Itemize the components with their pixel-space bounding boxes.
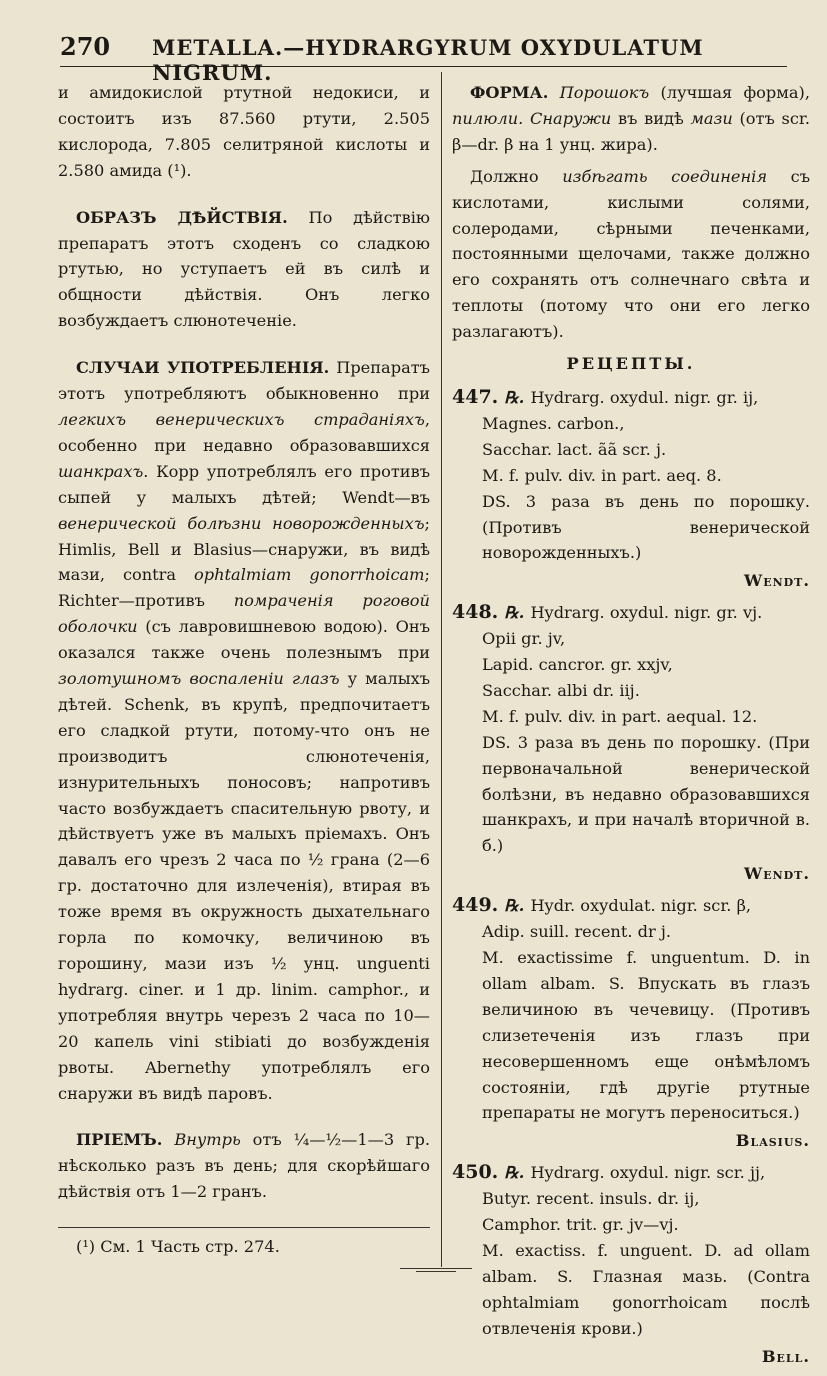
recipe-line: Lapid. cancror. gr. xxjv,: [482, 655, 673, 675]
form-emphasis: мази: [690, 108, 733, 128]
recipe-first-line: [452, 600, 810, 626]
right-column: [452, 80, 810, 1376]
form-heading: ФОРМА.: [470, 83, 549, 102]
avoid-text: Должно: [470, 166, 563, 186]
use-heading: СЛУЧАИ УПОТРЕБЛЕНІЯ.: [76, 358, 330, 378]
composition-paragraph: и амидокислой ртутной недокиси, и состоитъ изъ 87.560 ртути, 2.505 кислорода, 7.805 селитряной кислоты и 2.580 амида (¹).: [58, 83, 430, 180]
recipe-448: [452, 600, 810, 887]
use-text: . Корр употреблялъ его противъ сыпей у малыхъ дѣтей; Wendt—въ: [58, 461, 430, 507]
rx-symbol: ℞.: [504, 387, 525, 407]
recipe-number: 448.: [452, 601, 499, 624]
recipe-447: [452, 385, 810, 594]
recipe-line: Hydrarg. oxydul. nigr. gr. vj.: [530, 603, 763, 623]
action-section: [58, 205, 430, 335]
form-text: (отъ scr. β—dr. β на 1 унц. жира).: [452, 108, 810, 154]
use-text: ; Richter—противъ: [58, 565, 430, 611]
footnote-rule: [58, 1227, 430, 1228]
use-text: Препаратъ этотъ употребляютъ обыкновенно при: [58, 358, 430, 404]
recipe-449: [452, 893, 810, 1154]
recipe-line: Adip. suill. recent. dr j.: [482, 922, 672, 942]
dose-heading: ПРІЕМЪ.: [76, 1130, 163, 1150]
recipe-line: Magnes. carbon.,: [482, 413, 625, 433]
recipe-line: Opii gr. jv,: [482, 629, 566, 649]
use-emphasis: ophtalmiam gonorrhoicam: [194, 565, 425, 585]
dose-emphasis: Внутрь: [174, 1130, 241, 1150]
recipe-line: Sacchar. albi dr. iij.: [482, 680, 640, 700]
recipes-heading: РЕЦЕПТЫ.: [566, 354, 696, 374]
running-header: [60, 32, 787, 85]
use-text: у малыхъ дѣтей. Schenk, въ крупѣ, предпочитаетъ его сладкой ртути, потому-что онъ не производитъ слюнотеченія, изнурительныхъ поносовъ; напротивъ часто возбуждаетъ спасительную рвоту, и дѣйствуетъ уже въ малыхъ пріемахъ. Онъ давалъ его чрезъ 2 часа по ½ грана (2—6 гр. достаточно для излеченія), втирая въ тоже время въ окружность дыхательнаго горла по комочку, величиною въ горошину, мази изъ ½ унц. unguenti hydrarg. ciner. и 1 др. linim. camphor., и употребляя внутрь черезъ 2 часа по 10—20 капель vini stibiati до возбужденія рвоты. Abernethy употреблялъ его снаружи въ видѣ паровъ.: [58, 669, 431, 1103]
action-text: По дѣйствію препаратъ этотъ сходенъ со сладкою ртутью, но уступаетъ ей въ силѣ и общности дѣйствія. Онъ легко возбуждаетъ слюнотеченіе.: [58, 207, 430, 331]
recipe-first-line: [452, 385, 810, 411]
use-text: ; Himlis, Bell и Blasius—снаружи, въ видѣ мази, contra: [58, 513, 430, 585]
footnote: (¹) См. 1 Часть стр. 274.: [76, 1237, 280, 1257]
dose-text: отъ ¼—½—1—3 гр. нѣсколько разъ въ день; для скорѣйшаго дѣйствія отъ 1—2 гранъ.: [58, 1130, 430, 1202]
form-text: въ видѣ: [611, 108, 691, 128]
use-section: [58, 355, 430, 1106]
use-emphasis: шанкрахъ: [58, 461, 144, 481]
use-text: , особенно при недавно образовавшихся: [58, 409, 430, 455]
use-emphasis: помраченія роговой оболочки: [58, 591, 430, 637]
avoid-section: [452, 164, 810, 345]
recipe-line: Hydrarg. oxydul. nigr. gr. ij,: [530, 387, 759, 407]
use-emphasis: легкихъ венерическихъ страданіяхъ: [58, 409, 425, 429]
form-emphasis: Порошокъ: [559, 83, 650, 102]
recipe-number: 449.: [452, 894, 499, 917]
recipe-line: Hydrarg. oxydul. nigr. scr. jj,: [530, 1163, 766, 1183]
recipe-first-line: [452, 893, 810, 919]
avoid-emphasis: избѣгать соединенія: [562, 166, 768, 186]
action-heading: ОБРАЗЪ ДѢЙСТВІЯ.: [76, 207, 288, 227]
page-number: 270: [60, 32, 111, 61]
use-emphasis: венерической болѣзни новорожденныхъ: [58, 513, 425, 533]
recipe-line: DS. 3 раза въ день по порошку. (При первоначальной венерической болѣзни, въ недавно образовавшихся шанкрахъ, и при началѣ вторичной в. б.): [482, 732, 810, 856]
column-divider: [441, 72, 442, 1267]
rx-symbol: ℞.: [504, 896, 525, 916]
left-column: [58, 80, 430, 1260]
recipe-line: Camphor. trit. gr. jv—vj.: [482, 1215, 679, 1235]
recipe-line: M. f. pulv. div. in part. aequal. 12.: [482, 706, 758, 726]
form-text: (лучшая форма),: [649, 83, 810, 102]
dose-section: [58, 1127, 430, 1205]
ornament-rule: [416, 1271, 456, 1272]
form-emphasis: пилюли. Снаружи: [452, 108, 612, 128]
recipe-line: Sacchar. lact. ãã scr. j.: [482, 439, 667, 459]
form-section: [452, 80, 810, 158]
ornament-rule: [400, 1268, 472, 1269]
recipe-author: Wendt.: [744, 864, 810, 884]
recipe-number: 447.: [452, 385, 499, 408]
recipe-line: M. exactissime f. unguentum. D. in ollam albam. S. Впускать въ глазъ величиною въ чечевицу. (Противъ слизетеченія изъ глазъ при несовершенномъ еще онѣмѣломъ состояніи, гдѣ другіе ртутные препараты не могутъ переноситься.): [482, 948, 810, 1123]
running-title: METALLA.—HYDRARGYRUM OXYDULATUM NIGRUM.: [152, 35, 704, 85]
recipe-author: Blasius.: [735, 1131, 810, 1151]
recipe-line: Hydr. oxydulat. nigr. scr. β,: [530, 896, 752, 916]
avoid-text: съ кислотами, кислыми солями, солеродами, сѣрными печенками, постоянными щелочами, также должно его сохранять отъ солнечнаго свѣта и теплоты (потому что они его легко разлагаютъ).: [452, 166, 811, 342]
rx-symbol: ℞.: [504, 603, 525, 623]
use-text: (съ лавровишневою водою). Онъ оказался также очень полезнымъ при: [58, 617, 430, 663]
recipe-line: M. exactiss. f. unguent. D. ad ollam albam. S. Глазная мазь. (Contra ophtalmiam gonorrhoicam послѣ отвлеченія крови.): [482, 1240, 810, 1338]
recipe-line: Butyr. recent. insuls. dr. ij,: [482, 1189, 700, 1209]
recipe-line: M. f. pulv. div. in part. aeq. 8.: [482, 465, 722, 485]
recipe-line: DS. 3 раза въ день по порошку. (Противъ венерической новорожденныхъ.): [482, 491, 810, 563]
recipe-number: 450.: [452, 1161, 499, 1184]
recipe-450: [452, 1160, 810, 1369]
recipe-first-line: [452, 1160, 810, 1186]
recipe-author: Wendt.: [744, 571, 810, 591]
use-emphasis: золотушномъ воспаленіи глазъ: [58, 669, 340, 689]
recipe-author: Bell.: [761, 1346, 810, 1366]
rx-symbol: ℞.: [504, 1163, 525, 1183]
